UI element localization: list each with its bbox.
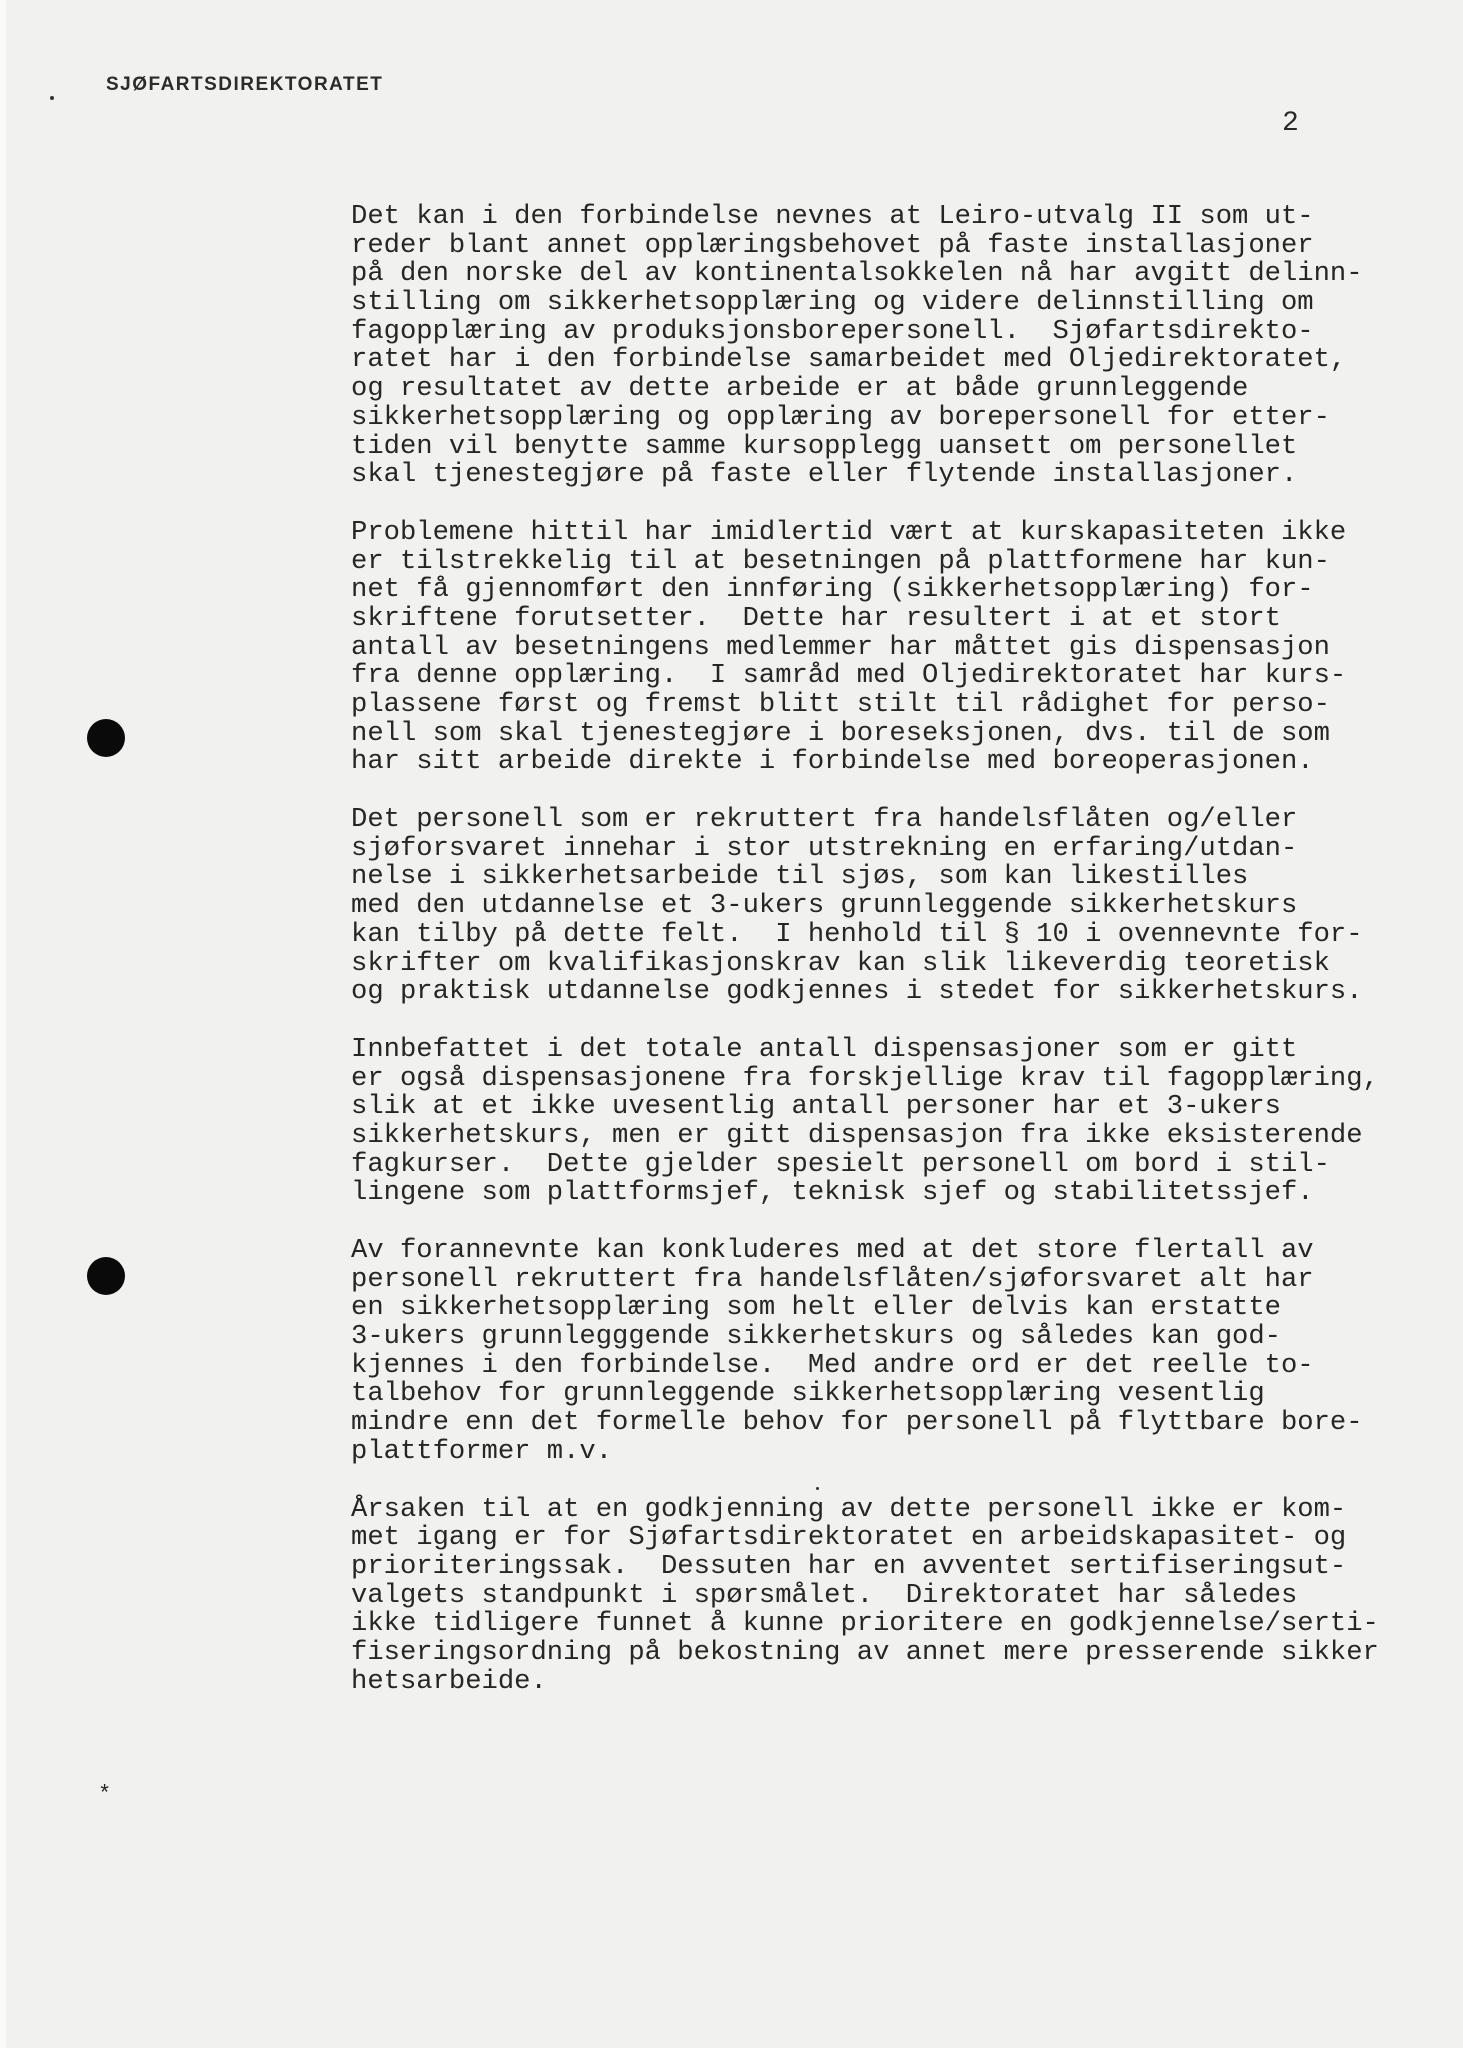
paragraph [351,203,1451,490]
text-line: 3-ukers grunnlegggende sikkerhetskurs og således kan god- [351,1321,1281,1353]
paragraph [351,1237,1451,1467]
text-line: slik at et ikke uvesentlig antall personer har et 3-ukers [351,1091,1281,1123]
text-line: stilling om sikkerhetsopplæring og videre delinnstilling om [351,287,1314,319]
text-line: er også dispensasjonene fra forskjellige krav til fagopplæring, [351,1062,1379,1094]
text-line: skal tjenestegjøre på faste eller flytende installasjoner. [351,459,1298,491]
text-line: reder blant annet opplæringsbehovet på faste installasjoner [351,229,1314,261]
text-line: på den norske del av kontinentalsokkelen nå har avgitt delinn- [351,258,1363,290]
text-line: hetsarbeide. [351,1665,547,1697]
text-line: kan tilby på dette felt. I henhold til § 10 i ovennevnte for- [351,918,1363,950]
page-number: 2 [1282,108,1299,139]
text-line: sjøforsvaret innehar i stor utstrekning en erfaring/utdan- [351,832,1298,864]
text-line: nelse i sikkerhetsarbeide til sjøs, som kan likestilles [351,861,1249,893]
text-line: fiseringsordning på bekostning av annet mere presserende sikker [351,1636,1379,1668]
text-line: met igang er for Sjøfartsdirektoratet en arbeidskapasitet- og [351,1522,1347,1554]
text-line: fagopplæring av produksjonsborepersonell. Sjøfartsdirekto- [351,315,1314,347]
text-line: mindre enn det formelle behov for personell på flyttbare bore- [351,1407,1363,1439]
text-line: net få gjennomført den innføring (sikkerhetsopplæring) for- [351,574,1314,606]
text-line: sikkerhetsopplæring og opplæring av borepersonell for etter- [351,401,1330,433]
paragraph [351,1033,1451,1209]
text-line: fagkurser. Dette gjelder spesielt personell om bord i stil- [351,1148,1330,1180]
text-line: Årsaken til at en godkjenning av dette personell ikke er kom- [351,1493,1347,1525]
text-line: er tilstrekkelig til at besetningen på plattformene har kun- [351,545,1330,577]
text-line: Innbefattet i det totale antall dispensasjoner som er gitt [351,1033,1298,1065]
text-line: personell rekruttert fra handelsflåten/sjøforsvaret alt har [351,1263,1314,1295]
text-line: fra denne opplæring. I samråd med Oljedirektoratet har kurs- [351,660,1347,692]
text-line: prioriteringssak. Dessuten har en avventet sertifiseringsut- [351,1550,1347,1582]
paragraph [351,516,1451,778]
text-line: med den utdannelse et 3-ukers grunnleggende sikkerhetskurs [351,890,1298,922]
text-line: tiden vil benytte samme kursopplegg uansett om personellet [351,430,1298,462]
text-line: talbehov for grunnleggende sikkerhetsopplæring vesentlig [351,1378,1265,1410]
scan-speck [50,96,54,100]
punch-hole [87,719,125,757]
text-line: lingene som plattformsjef, teknisk sjef og stabilitetssjef. [351,1177,1314,1209]
text-line: Av forannevnte kan konkluderes med at det store flertall av [351,1235,1314,1266]
text-line: Problemene hittil har imidlertid vært at kurskapasiteten ikke [351,516,1347,548]
text-line: skriftene forutsetter. Dette har resultert i at et stort [351,602,1281,634]
punch-hole [87,1257,125,1295]
text-line: valgets standpunkt i spørsmålet. Direktoratet har således [351,1579,1298,1611]
footer-mark: * [98,1782,112,1807]
text-line: skrifter om kvalifikasjonskrav kan slik likeverdig teoretisk [351,947,1330,979]
text-line: en sikkerhetsopplæring som helt eller delvis kan erstatte [351,1292,1281,1324]
text-line: og resultatet av dette arbeide er at både grunnleggende [351,373,1249,405]
text-line: ikke tidligere funnet å kunne prioritere en godkjennelse/serti- [351,1608,1379,1640]
text-line: antall av besetningens medlemmer har måttet gis dispensasjon [351,631,1330,663]
paragraph [351,806,1451,1007]
text-line: plattformer m.v. [351,1435,613,1467]
text-line: Det personell som er rekruttert fra handelsflåten og/eller [351,804,1298,836]
text-line: sikkerhetskurs, men er gitt dispensasjon fra ikke eksisterende [351,1119,1363,1151]
letterhead: SJØFARTSDIREKTORATET [106,74,384,95]
letter-body [351,203,1451,1725]
paragraph [351,1493,1451,1697]
text-line: har sitt arbeide direkte i forbindelse med boreoperasjonen. [351,746,1314,778]
text-line: ratet har i den forbindelse samarbeidet med Oljedirektoratet, [351,344,1347,376]
text-line: Det kan i den forbindelse nevnes at Leiro-utvalg II som ut- [351,201,1314,232]
text-line: og praktisk utdannelse godkjennes i stedet for sikkerhetskurs. [351,976,1363,1008]
text-line: nell som skal tjenestegjøre i boreseksjonen, dvs. til de som [351,717,1330,749]
text-line: plassene først og fremst blitt stilt til rådighet for perso- [351,689,1330,720]
text-line: kjennes i den forbindelse. Med andre ord er det reelle to- [351,1349,1314,1381]
